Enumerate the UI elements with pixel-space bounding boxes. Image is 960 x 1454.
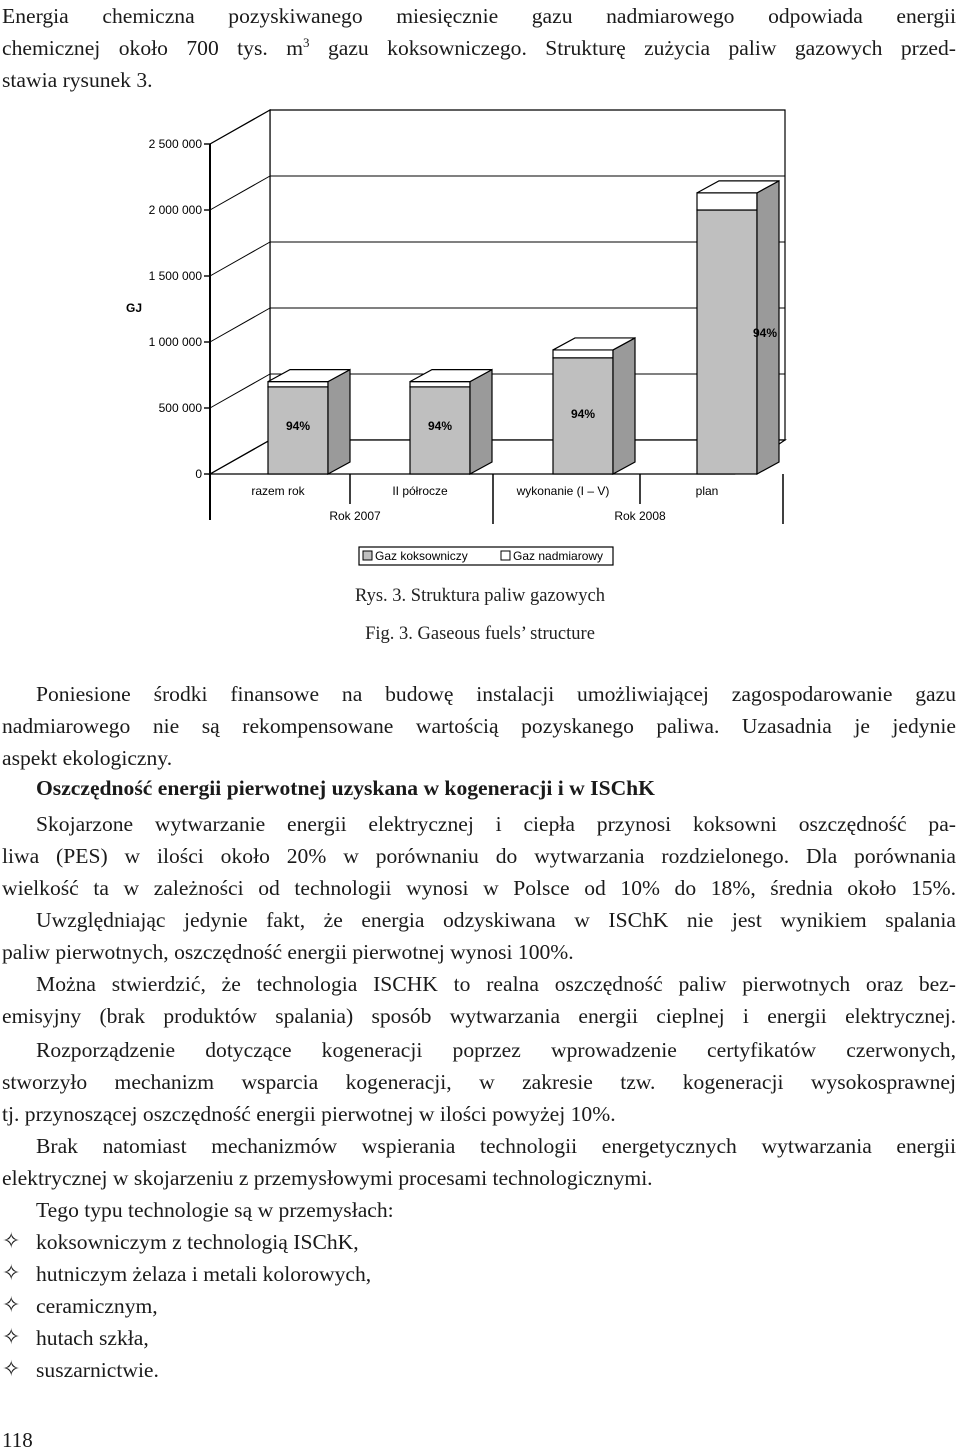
four-point-star-icon: ✧ bbox=[2, 1293, 21, 1318]
y-axis-label: GJ bbox=[126, 301, 143, 315]
text-line: liwa (PES) w ilości około 20% w porównaniu do wytwarzania rozdzielonego. Dla porównania bbox=[2, 844, 956, 868]
bar-segment-gaz-nadmiarowy bbox=[697, 193, 757, 210]
text-line: Uwzględniając jedynie fakt, że energia odzyskiwana w ISChK nie jest wynikiem spalania bbox=[36, 908, 956, 932]
paragraph-7 bbox=[2, 1194, 956, 1226]
paragraph-4 bbox=[2, 968, 956, 1032]
x-tick-label: plan bbox=[695, 484, 719, 498]
list-item: ✧ hutniczym żelaza i metali kolorowych, bbox=[0, 1258, 371, 1290]
text-line: Skojarzone wytwarzanie energii elektrycznej i ciepła przynosi koksowni oszczędność pa- bbox=[36, 812, 956, 836]
paragraph-1 bbox=[2, 678, 956, 774]
bar-segment-gaz-koksowniczy bbox=[697, 210, 757, 474]
figure-caption-en: Fig. 3. Gaseous fuels’ structure bbox=[365, 624, 595, 644]
four-point-star-icon: ✧ bbox=[2, 1325, 21, 1350]
text-line: wielkość ta w zależności od technologii wynosi w Polsce od 10% do 18%, średnia około 15%. bbox=[2, 876, 956, 900]
y-tick-label: 500 000 bbox=[158, 401, 202, 415]
group-label: Rok 2008 bbox=[614, 509, 666, 523]
text-line: Rozporządzenie dotyczące kogeneracji poprzez wprowadzenie certyfikatów czerwonych, bbox=[36, 1038, 956, 1062]
y-tick-label: 2 000 000 bbox=[148, 203, 202, 217]
bar-side-face bbox=[470, 370, 492, 474]
text-line: aspekt ekologiczny. bbox=[2, 746, 173, 770]
paragraph-2 bbox=[2, 808, 956, 904]
superscript: 3 bbox=[303, 34, 310, 50]
bar-segment-gaz-nadmiarowy bbox=[268, 382, 328, 387]
text-line: elektrycznej w skojarzeniu z przemysłowymi procesami technologicznymi. bbox=[2, 1166, 653, 1190]
page-number: 118 bbox=[2, 1428, 33, 1452]
intro-line: stawia rysunek 3. bbox=[2, 68, 153, 92]
data-label: 94% bbox=[285, 419, 311, 433]
list-item: ✧ suszarnictwie. bbox=[0, 1354, 371, 1386]
group-label: Rok 2007 bbox=[329, 509, 381, 523]
bar-side-face bbox=[328, 370, 350, 474]
legend-label: Gaz koksowniczy bbox=[375, 549, 468, 563]
legend-swatch-gaz-nadmiarowy bbox=[501, 551, 510, 560]
text-line: paliw pierwotnych, oszczędność energii pierwotnej wynosi 100%. bbox=[2, 940, 574, 964]
intro-paragraph bbox=[2, 0, 956, 96]
text-line: Brak natomiast mechanizmów wspierania technologii energetycznych wytwarzania energii bbox=[36, 1134, 956, 1158]
bar-side-face bbox=[613, 338, 635, 474]
list-item: ✧ koksowniczym z technologią ISChK, bbox=[0, 1226, 371, 1258]
text-line: Można stwierdzić, że technologia ISCHK to realna oszczędność paliw pierwotnych oraz bez- bbox=[36, 972, 956, 996]
x-tick-label: II półrocze bbox=[392, 484, 448, 498]
four-point-star-icon: ✧ bbox=[2, 1357, 21, 1382]
intro-line: Energia chemiczna pozyskiwanego miesięcznie gazu nadmiarowego odpowiada energii bbox=[2, 4, 956, 28]
paragraph-5 bbox=[2, 1034, 956, 1130]
list-item: ✧ hutach szkła, bbox=[0, 1322, 371, 1354]
data-label: 94% bbox=[570, 407, 596, 421]
chart-side-wall bbox=[210, 110, 270, 474]
gas-structure-chart bbox=[0, 100, 960, 580]
four-point-star-icon: ✧ bbox=[2, 1261, 21, 1286]
text-line: tj. przynoszącej oszczędność energii pierwotnej w ilości powyżej 10%. bbox=[2, 1102, 616, 1126]
y-tick-label: 1 500 000 bbox=[148, 269, 202, 283]
legend-swatch-gaz-koksowniczy bbox=[363, 551, 372, 560]
text-line: Poniesione środki finansowe na budowę instalacji umożliwiającej zagospodarowanie gazu bbox=[36, 682, 956, 706]
four-point-star-icon: ✧ bbox=[2, 1229, 21, 1254]
bar-segment-gaz-nadmiarowy bbox=[410, 382, 470, 387]
bar-segment-gaz-nadmiarowy bbox=[553, 350, 613, 358]
y-tick-label: 1 000 000 bbox=[148, 335, 202, 349]
paragraph-3 bbox=[2, 904, 956, 968]
data-label: 94% bbox=[427, 419, 453, 433]
text-line: emisyjny (brak produktów spalania) sposób wytwarzania energii cieplnej i energii elektrycznej. bbox=[2, 1004, 956, 1028]
y-tick-label: 0 bbox=[195, 467, 202, 481]
text-line: nadmiarowego nie są rekompensowane wartością pozyskanego paliwa. Uzasadnia je jedynie bbox=[2, 714, 956, 738]
x-tick-label: razem rok bbox=[251, 484, 305, 498]
list-item: ✧ ceramicznym, bbox=[0, 1290, 371, 1322]
figure-caption-pl: Rys. 3. Struktura paliw gazowych bbox=[355, 586, 605, 606]
intro-line-2: chemicznej około 700 tys. $m^3$ gazu koksowniczego. Strukturę zużycia paliw gazowych przed- bbox=[2, 34, 956, 60]
paragraph-6 bbox=[2, 1130, 956, 1194]
text-line: Tego typu technologie są w przemysłach: bbox=[36, 1198, 394, 1222]
y-tick-label: 2 500 000 bbox=[148, 137, 202, 151]
legend-label: Gaz nadmiarowy bbox=[513, 549, 604, 563]
section-heading: Oszczędność energii pierwotnej uzyskana w kogeneracji i w ISChK bbox=[36, 776, 655, 800]
x-tick-label: wykonanie (I – V) bbox=[516, 484, 610, 498]
data-label: 94% bbox=[752, 326, 778, 340]
text-line: stworzyło mechanizm wsparcia kogeneracji, w zakresie tzw. kogeneracji wysokosprawnej bbox=[2, 1070, 956, 1094]
technology-list bbox=[0, 1226, 371, 1386]
legend bbox=[359, 547, 613, 565]
